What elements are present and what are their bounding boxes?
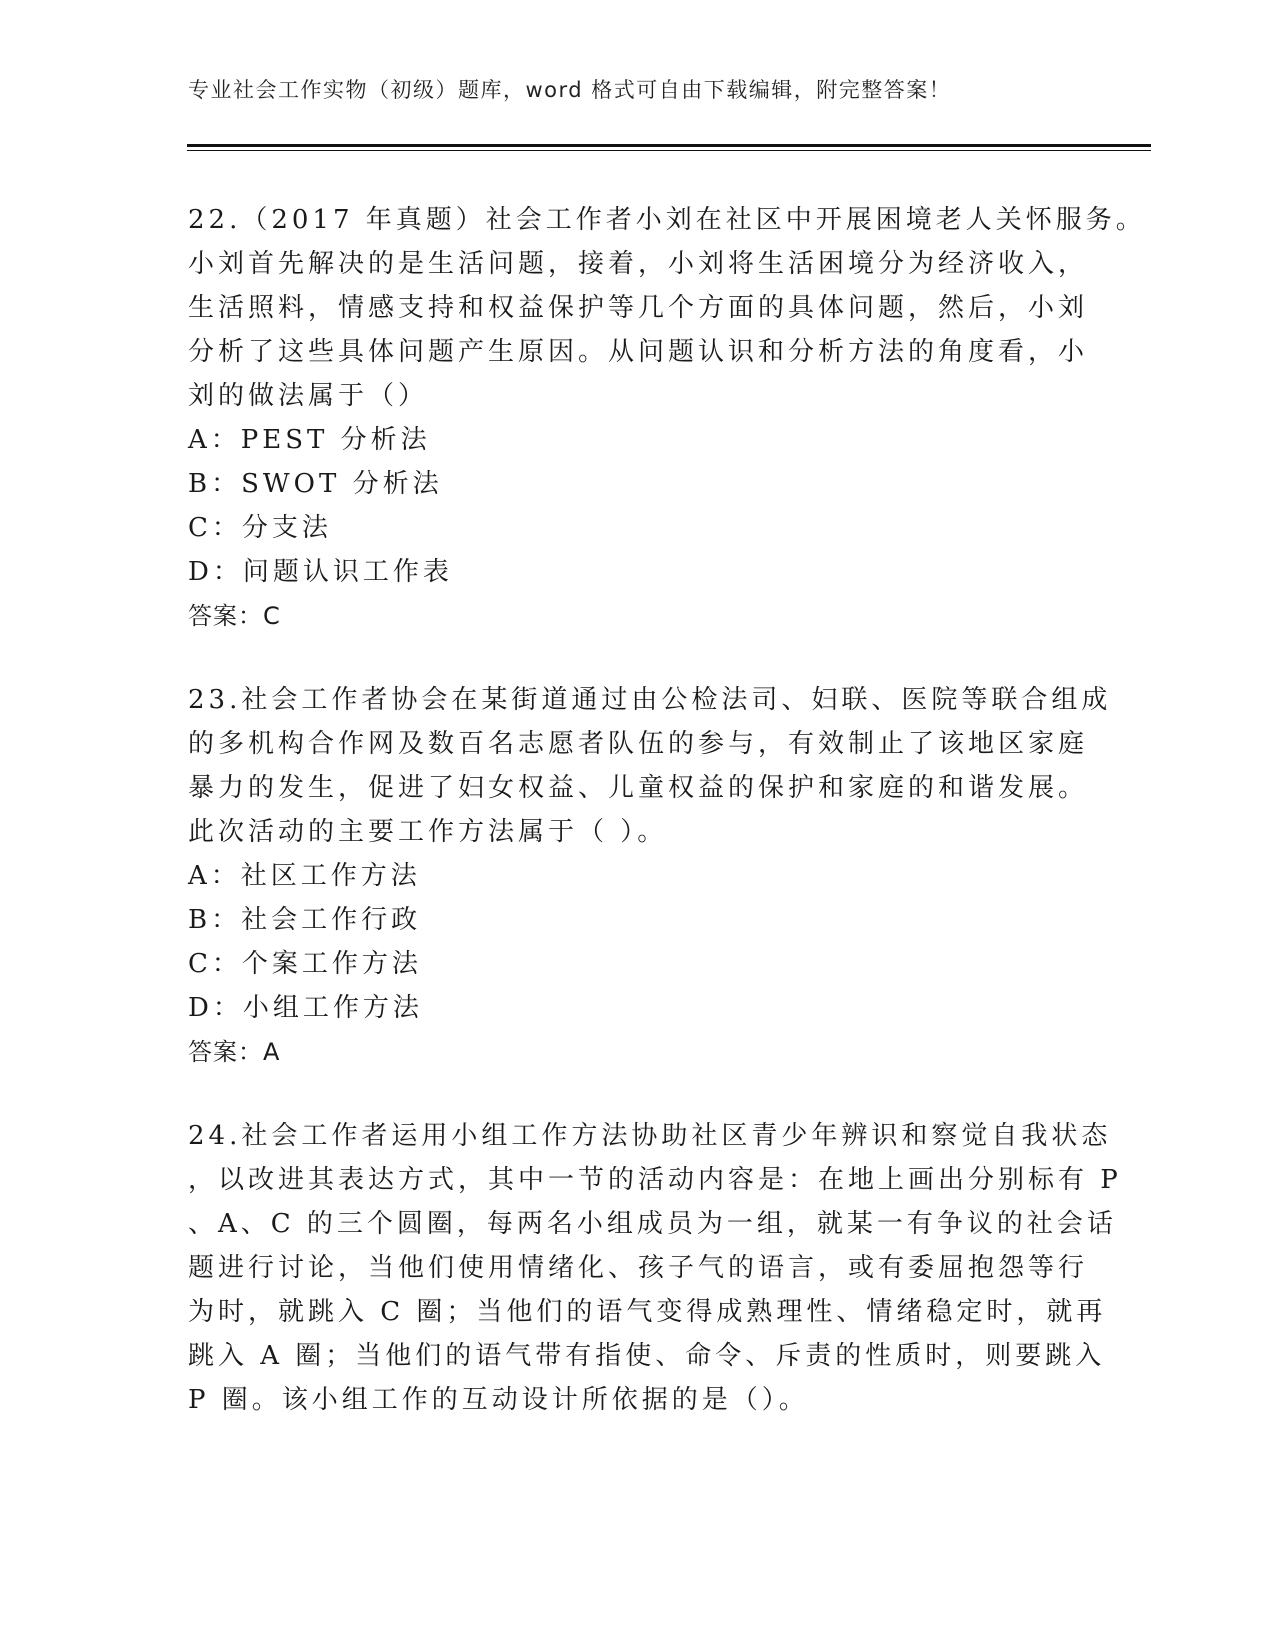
question-text-line: 题进行讨论，当他们使用情绪化、孩子气的语言，或有委屈抱怨等行 (188, 1253, 1089, 1283)
option-b: B：社会工作行政 (188, 905, 422, 935)
option-c: C：个案工作方法 (188, 949, 422, 979)
question-text-line: 22.（2017 年真题）社会工作者小刘在社区中开展困境老人关怀服务。 (188, 205, 1146, 235)
option-d: D：小组工作方法 (188, 993, 423, 1023)
option-d: D：问题认识工作表 (188, 557, 453, 587)
option-c: C：分支法 (188, 513, 332, 543)
question-text-line: 此次活动的主要工作方法属于（ ）。 (188, 817, 668, 847)
page-header: 专业社会工作实物（初级）题库，word 格式可自由下载编辑，附完整答案！ (188, 78, 952, 102)
option-b: B：SWOT 分析法 (188, 469, 443, 499)
question-text-line: ，以改进其表达方式，其中一节的活动内容是：在地上画出分别标有 P (188, 1165, 1122, 1195)
question-text-line: 暴力的发生，促进了妇女权益、儿童权益的保护和家庭的和谐发展。 (188, 773, 1089, 803)
question-text-line: 跳入 A 圈；当他们的语气带有指使、命令、斥责的性质时，则要跳入 (188, 1341, 1106, 1371)
header-rule-thick (187, 144, 1151, 147)
question-text-line: 的多机构合作网及数百名志愿者队伍的参与，有效制止了该地区家庭 (188, 729, 1089, 759)
option-a: A：社区工作方法 (188, 861, 421, 891)
question-text-line: P 圈。该小组工作的互动设计所依据的是（）。 (188, 1385, 809, 1415)
answer-label: 答案：C (188, 602, 281, 630)
question-text-line: 分析了这些具体问题产生原因。从问题认识和分析方法的角度看，小 (188, 337, 1089, 367)
header-rule-thin (187, 150, 1151, 151)
question-text-line: 23.社会工作者协会在某街道通过由公检法司、妇联、医院等联合组成 (188, 685, 1112, 715)
answer-label: 答案：A (188, 1038, 281, 1066)
question-text-line: 24.社会工作者运用小组工作方法协助社区青少年辨识和察觉自我状态 (188, 1121, 1112, 1151)
question-text-line: 小刘首先解决的是生活问题，接着，小刘将生活困境分为经济收入， (188, 249, 1089, 279)
question-text-line: 、A、C 的三个圆圈，每两名小组成员为一组，就某一有争议的社会话 (188, 1209, 1117, 1239)
option-a: A：PEST 分析法 (188, 425, 431, 455)
question-text-line: 刘的做法属于（） (188, 381, 429, 411)
question-text-line: 生活照料，情感支持和权益保护等几个方面的具体问题，然后，小刘 (188, 293, 1089, 323)
question-text-line: 为时，就跳入 C 圈；当他们的语气变得成熟理性、情绪稳定时，就再 (188, 1297, 1107, 1327)
